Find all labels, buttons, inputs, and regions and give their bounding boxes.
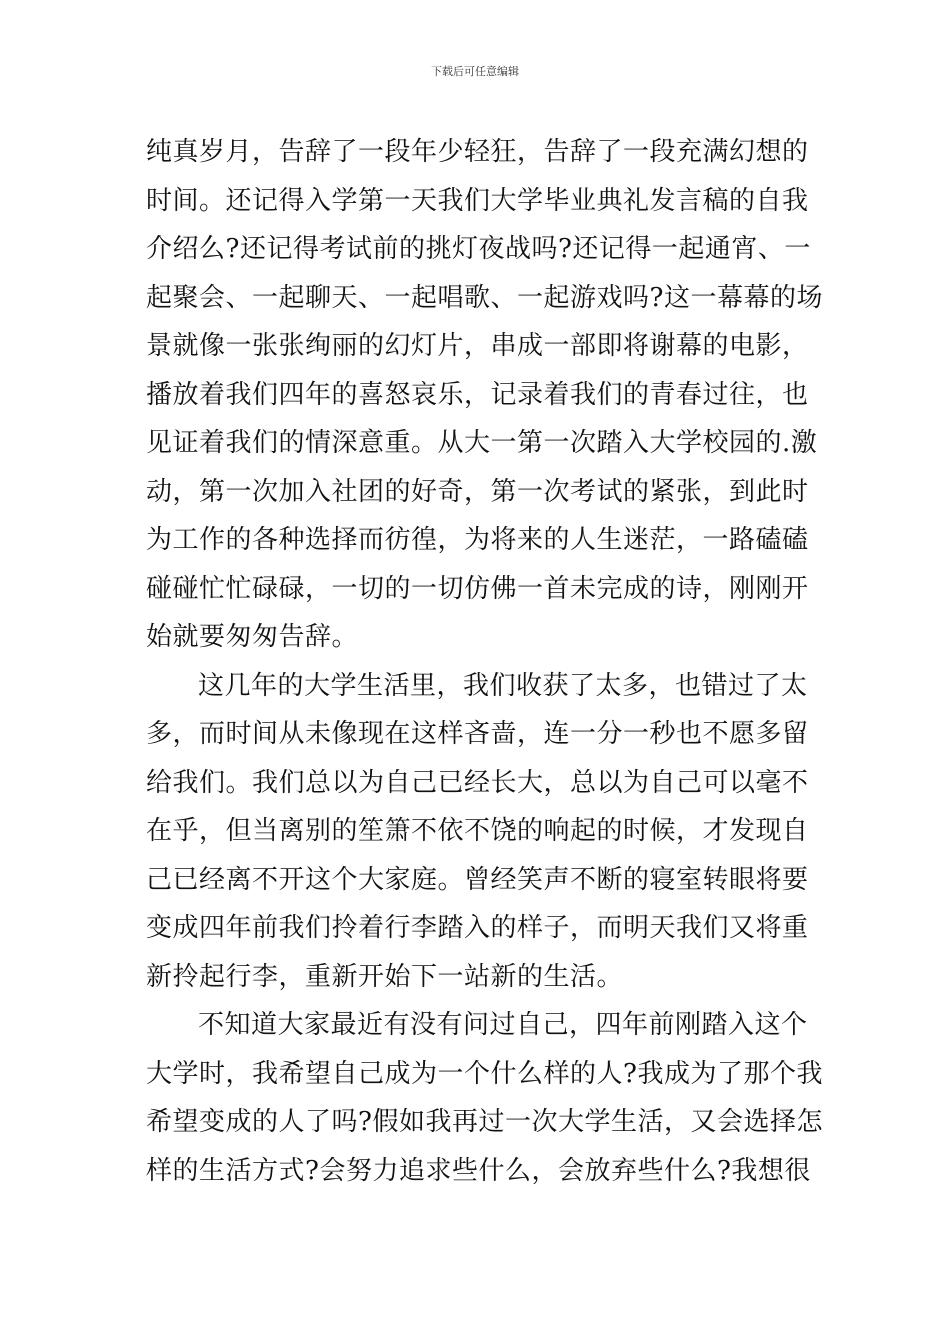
text-line: 样的生活方式?会努力追求些什么，会放弃些什么?我想很	[146, 1155, 811, 1186]
text-line: 己已经离不开这个大家庭。曾经笑声不断的寝室转眼将要	[146, 864, 809, 895]
text-line: 始就要匆匆告辞。	[146, 622, 359, 652]
text-line: 见证着我们的情深意重。从大一第一次踏入大学校园的.激	[146, 428, 818, 458]
text-line: 为工作的各种选择而彷徨，为将来的人生迷茫，一路磕磕	[146, 525, 809, 555]
text-line: 时间。还记得入学第一天我们大学毕业典礼发言稿的自我	[146, 185, 809, 216]
text-line: 新拎起行李，重新开始下一站新的生活。	[146, 961, 624, 992]
paragraph-first-line: 这几年的大学生活里，我们收获了太多，也错过了太	[198, 670, 808, 701]
text-line: 播放着我们四年的喜怒哀乐，记录着我们的青春过往，也	[146, 379, 809, 410]
text-line: 介绍么?还记得考试前的挑灯夜战吗?还记得一起通宵、一	[146, 234, 811, 264]
text-line: 给我们。我们总以为自己已经长大，总以为自己可以毫不	[146, 767, 809, 798]
text-line: 动，第一次加入社团的好奇，第一次考试的紧张，到此时	[146, 476, 809, 507]
text-line: 多，而时间从未像现在这样吝啬，连一分一秒也不愿多留	[146, 719, 809, 749]
text-line: 大学时，我希望自己成为一个什么样的人?我成为了那个我	[146, 1058, 823, 1089]
page-header: 下载后可任意编辑	[431, 65, 519, 78]
text-line: 起聚会、一起聊天、一起唱歌、一起游戏吗?这一幕幕的场	[146, 282, 823, 313]
text-line: 景就像一张张绚丽的幻灯片，串成一部即将谢幕的电影，	[146, 331, 809, 361]
text-line: 变成四年前我们拎着行李踏入的样子，而明天我们又将重	[146, 913, 809, 943]
document-body	[146, 128, 823, 1195]
paragraph-first-line: 不知道大家最近有没有问过自己，四年前刚踏入这个	[198, 1010, 808, 1040]
text-line: 在乎，但当离别的笙箫不依不饶的响起的时候，才发现自	[146, 816, 809, 846]
text-line: 希望变成的人了吗?假如我再过一次大学生活，又会选择怎	[146, 1107, 823, 1137]
text-line: 纯真岁月，告辞了一段年少轻狂，告辞了一段充满幻想的	[146, 137, 809, 167]
text-line: 碰碰忙忙碌碌，一切的一切仿佛一首未完成的诗，刚刚开	[146, 573, 809, 604]
